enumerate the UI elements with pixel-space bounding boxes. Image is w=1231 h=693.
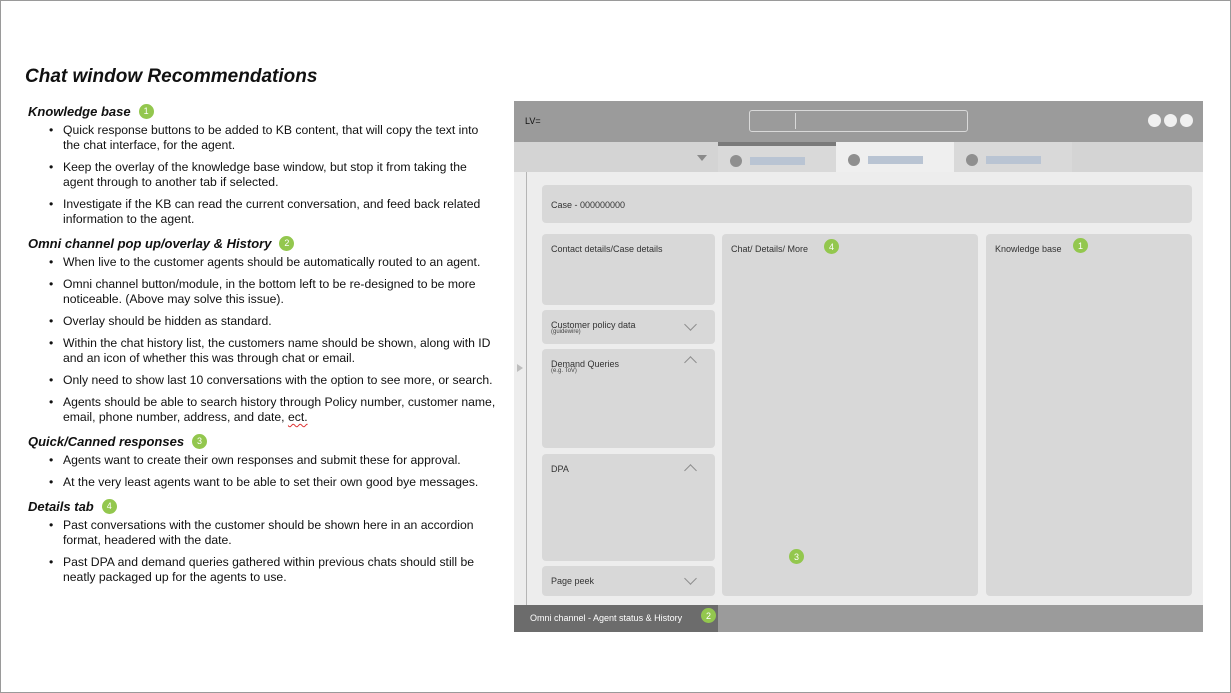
chevron-down-icon[interactable]: [684, 318, 697, 331]
section-heading-label: Omni channel pop up/overlay & History: [28, 235, 272, 251]
tab-dropdown[interactable]: [514, 142, 717, 172]
section-heading-knowledge-base: [28, 102, 498, 120]
caret-down-icon: [697, 155, 707, 161]
browser-top-bar: [514, 101, 1203, 142]
window-controls: [1148, 114, 1193, 127]
list-item: • Within the chat history list, the customers name should be shown, along with ID and an icon of whether this was through chat or email.: [28, 336, 498, 366]
tab-3[interactable]: [954, 142, 1072, 172]
list-item: • Omni channel button/module, in the bottom left to be re-designed to be more noticeable. (Above may solve this issue).: [28, 277, 498, 307]
policy-sublabel: (guidewire): [551, 329, 581, 335]
dpa-label: DPA: [551, 464, 569, 474]
section-heading-label: Details tab: [28, 498, 94, 514]
list-item: • Keep the overlay of the knowledge base window, but stop it from taking the agent through to another tab if selected.: [28, 160, 498, 190]
canned-responses-list: [28, 453, 498, 490]
notes-column: [28, 102, 498, 592]
policy-label: Customer policy data: [551, 320, 636, 330]
list-item: • Quick response buttons to be added to KB content, that will copy the text into the chat interface, for the agent.: [28, 123, 498, 153]
details-tab-list: [28, 518, 498, 585]
list-item: • Overlay should be hidden as standard.: [28, 314, 498, 329]
section-heading-omni-channel: [28, 234, 498, 252]
demand-label: Demand Queries: [551, 359, 620, 369]
tab-status-icon: [848, 154, 860, 166]
page-peek-accordion[interactable]: [542, 566, 715, 596]
page-title: Chat window Recommendations: [25, 66, 318, 87]
tab-bar: [514, 142, 1203, 172]
list-item-text: Agents should be able to search history through Policy number, customer name, email, phone number, address, and date,: [63, 395, 496, 424]
search-input[interactable]: [749, 110, 968, 132]
number-badge: 2: [279, 236, 294, 251]
number-badge: 1: [139, 104, 154, 119]
list-item: • Agents want to create their own responses and submit these for approval.: [28, 453, 498, 468]
misspelled-word: ect.: [287, 410, 308, 424]
text-cursor: [795, 113, 796, 129]
list-item: • Only need to show last 10 conversations with the option to see more, or search.: [28, 373, 498, 388]
window-control-icon[interactable]: [1148, 114, 1161, 127]
list-item: • Past conversations with the customer should be shown here in an accordion format, headered with the date.: [28, 518, 498, 548]
tab-status-icon: [966, 154, 978, 166]
peek-label: Page peek: [551, 576, 595, 586]
tab-title-placeholder: [750, 157, 805, 165]
chevron-up-icon[interactable]: [684, 464, 697, 477]
lv-logo: LV=: [525, 116, 541, 126]
case-label: Case - 000000000: [551, 200, 626, 210]
list-item: [28, 395, 498, 425]
omni-channel-button[interactable]: [514, 605, 718, 632]
list-item: • Investigate if the KB can read the current conversation, and feed back related information to the agent.: [28, 197, 498, 227]
tab-title-placeholder: [868, 156, 923, 164]
window-control-icon[interactable]: [1180, 114, 1193, 127]
number-badge: 4: [824, 239, 839, 254]
expand-arrow-icon[interactable]: [517, 364, 523, 372]
list-item: • When live to the customer agents should be automatically routed to an agent.: [28, 255, 498, 270]
chat-panel: [722, 234, 978, 596]
chat-window-mockup: [514, 101, 1203, 632]
number-badge: 3: [789, 549, 804, 564]
list-item: • At the very least agents want to be able to set their own good bye messages.: [28, 475, 498, 490]
section-heading-label: Quick/Canned responses: [28, 433, 185, 449]
section-heading-canned-responses: [28, 432, 498, 450]
tab-2[interactable]: [836, 142, 954, 172]
section-heading-details-tab: [28, 497, 498, 515]
collapsed-sidebar[interactable]: [514, 172, 527, 605]
section-heading-label: Knowledge base: [28, 103, 131, 119]
tab-1[interactable]: [718, 142, 836, 172]
chevron-up-icon[interactable]: [684, 356, 697, 369]
chevron-down-icon[interactable]: [684, 572, 697, 585]
kb-label: Knowledge base: [995, 244, 1062, 254]
chat-label: Chat/ Details/ More: [731, 244, 809, 254]
window-control-icon[interactable]: [1164, 114, 1177, 127]
tab-status-icon: [730, 155, 742, 167]
list-item: • Past DPA and demand queries gathered within previous chats should still be neatly packaged up for the agents to use.: [28, 555, 498, 585]
bottom-bar: [514, 605, 1203, 632]
omni-channel-label: Omni channel - Agent status & History: [530, 613, 683, 623]
demand-queries-accordion[interactable]: [542, 349, 715, 448]
contact-details-panel: [542, 234, 715, 305]
number-badge: 1: [1073, 238, 1088, 253]
case-header-panel: [542, 185, 1192, 223]
knowledge-base-list: [28, 123, 498, 227]
customer-policy-accordion[interactable]: [542, 310, 715, 344]
number-badge: 3: [192, 434, 207, 449]
knowledge-base-panel: [986, 234, 1192, 596]
contact-label: Contact details/Case details: [551, 244, 663, 254]
tab-title-placeholder: [986, 156, 1041, 164]
dpa-accordion[interactable]: [542, 454, 715, 561]
number-badge: 2: [701, 608, 716, 623]
omni-channel-list: [28, 255, 498, 425]
number-badge: 4: [102, 499, 117, 514]
demand-sublabel: (e.g. ToV): [551, 368, 577, 374]
